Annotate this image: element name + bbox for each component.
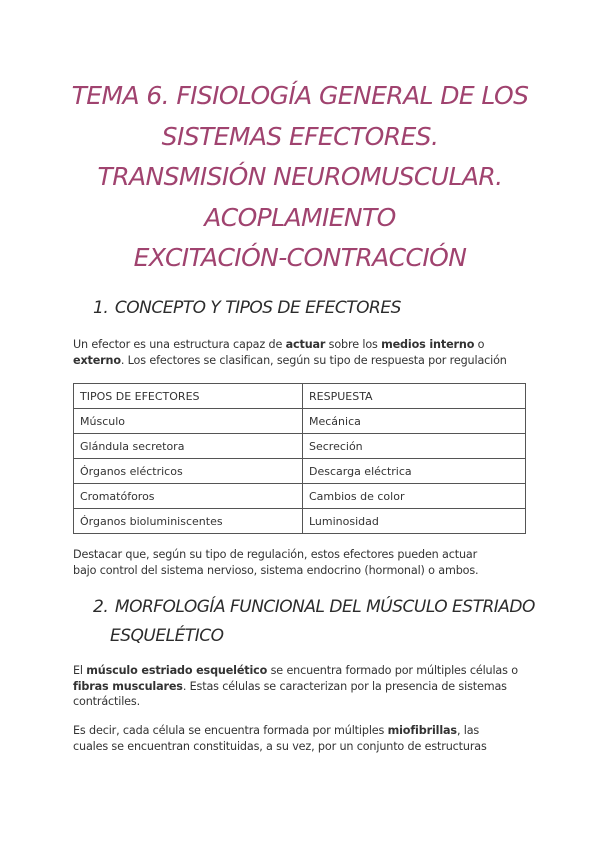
- section-heading-text: ESQUELÉTICO: [110, 626, 224, 646]
- myofibril-paragraph: Es decir, cada célula se encuentra formada por múltiples miofibrillas, las cuales se encuentran constituidas, a su vez, por un conjunto de estructuras: [73, 724, 487, 753]
- section-1-heading: [93, 294, 401, 322]
- table-cell: Luminosidad: [303, 509, 526, 534]
- section-number: 2.: [93, 597, 109, 617]
- table-cell: Órganos bioluminiscentes: [74, 509, 303, 534]
- table-row: [74, 409, 526, 434]
- section-2-heading-continued: [110, 622, 223, 650]
- column-header: TIPOS DE EFECTORES: [74, 384, 303, 409]
- section-heading-text: CONCEPTO Y TIPOS DE EFECTORES: [114, 298, 401, 318]
- section-number: 1.: [93, 298, 109, 318]
- bold-term: externo: [73, 353, 121, 367]
- intro-paragraph: Un efector es una estructura capaz de actuar sobre los medios interno o externo. Los efectores se clasifican, según su tipo de respuesta por regulación: [73, 338, 507, 367]
- table-cell: Cromatóforos: [74, 484, 303, 509]
- column-header: RESPUESTA: [303, 384, 526, 409]
- table-row: [74, 484, 526, 509]
- effector-table: [73, 383, 526, 534]
- title-line: ACOPLAMIENTO: [204, 202, 396, 232]
- table-cell: Glándula secretora: [74, 434, 303, 459]
- section-heading-text: MORFOLOGÍA FUNCIONAL DEL MÚSCULO ESTRIADO: [114, 597, 535, 617]
- table-row: [74, 509, 526, 534]
- table-cell: Secreción: [303, 434, 526, 459]
- title-line: TEMA 6. FISIOLOGÍA GENERAL DE LOS: [71, 81, 529, 110]
- bold-term: fibras musculares: [73, 679, 183, 693]
- bold-term: actuar: [285, 338, 326, 351]
- title-line: TRANSMISIÓN NEUROMUSCULAR.: [97, 162, 503, 191]
- title-line: EXCITACIÓN-CONTRACCIÓN: [133, 243, 467, 272]
- regulation-paragraph: Destacar que, según su tipo de regulación, estos efectores pueden actuar bajo control del sistema nervioso, sistema endocrino (hormonal) o ambos.: [73, 548, 479, 577]
- muscle-paragraph: El músculo estriado esquelético se encuentra formado por múltiples células o fibras musculares. Estas células se caracterizan por la presencia de sistemas contráctiles.: [73, 664, 518, 708]
- table-row: [74, 434, 526, 459]
- bold-term: músculo estriado esquelético: [86, 664, 268, 677]
- table-cell: Músculo: [74, 409, 303, 434]
- table-row: [74, 459, 526, 484]
- table-header-row: [74, 384, 526, 409]
- bold-term: miofibrillas: [387, 724, 457, 737]
- title-line: SISTEMAS EFECTORES.: [161, 121, 439, 151]
- table-cell: Cambios de color: [303, 484, 526, 509]
- page-title: [40, 76, 560, 279]
- section-2-heading: [93, 593, 535, 621]
- bold-term: medios interno: [381, 338, 475, 351]
- table-cell: Mecánica: [303, 409, 526, 434]
- table-cell: Descarga eléctrica: [303, 459, 526, 484]
- table-cell: Órganos eléctricos: [74, 459, 303, 484]
